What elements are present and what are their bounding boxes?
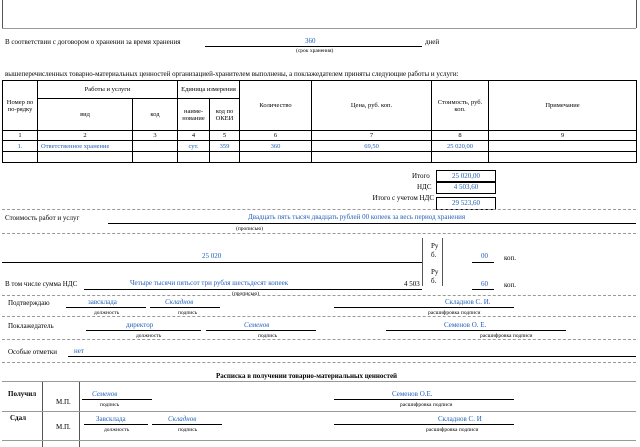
- total-with-vat-label: Итого с учетом НДС: [372, 194, 434, 202]
- total-label: Итого: [412, 172, 430, 180]
- header-okei: код по ОКЕИ: [210, 99, 240, 131]
- received-signature: Семенов: [92, 390, 118, 398]
- col-number: 7: [312, 131, 432, 141]
- col-number: 9: [489, 131, 637, 141]
- header-qty: Количество: [240, 81, 312, 131]
- cost-kop-value: 00: [481, 252, 488, 260]
- row-note: [489, 141, 637, 152]
- vat-caption: (прописью): [232, 291, 260, 297]
- header-works: Работы и услуги: [38, 81, 178, 99]
- received-mp: М.П.: [56, 398, 71, 406]
- vat-words-label: В том числе сумма НДС: [5, 280, 78, 288]
- row-unit: сут.: [178, 141, 210, 152]
- row-num: 1.: [3, 141, 38, 152]
- handed-name-caption: расшифровка подписи: [426, 427, 479, 433]
- depositor-signature-caption: подпись: [258, 333, 278, 339]
- confirm-signature-caption: подпись: [178, 310, 198, 316]
- handed-signature: Складнов: [168, 415, 197, 423]
- confirm-label: Подтверждаю: [8, 299, 50, 307]
- confirm-signature: Складнов: [165, 298, 194, 306]
- row-code: [133, 141, 178, 152]
- handed-position: Завсклада: [96, 415, 126, 423]
- received-name-caption: расшифровка подписи: [400, 402, 453, 408]
- confirm-name-caption: расшифровка подписи: [428, 310, 481, 316]
- received-name: Семенов О.Е.: [392, 390, 433, 398]
- storage-days-caption: (срок хранения): [296, 48, 334, 54]
- row-okei: 359: [210, 141, 240, 152]
- header-cost: Стоимость, руб. коп.: [432, 81, 489, 131]
- vat-amount: 4 503: [404, 280, 420, 288]
- depositor-position: директор: [126, 321, 154, 329]
- row-cost: 25 020,00: [432, 141, 489, 152]
- storage-period-text: В соответствии с договором о хранении за время хранения: [5, 38, 181, 46]
- cost-kop-label: коп.: [504, 254, 517, 262]
- depositor-label: Поклажедатель: [8, 322, 54, 330]
- total-with-vat-value: 29 523,60: [436, 197, 496, 210]
- header-price: Цена, руб. коп.: [312, 81, 432, 131]
- vat-words: Четыре тысячи пятьсот три рубля шестьдесят копеек: [130, 279, 289, 287]
- vat-kop-value: 60: [481, 280, 488, 288]
- col-number: 6: [240, 131, 312, 141]
- header-note: Примечание: [489, 81, 637, 131]
- storage-days-unit: дней: [425, 38, 440, 46]
- header-unit: Единица измерения: [178, 81, 240, 99]
- col-number: 1: [3, 131, 38, 141]
- col-number: 3: [133, 131, 178, 141]
- header-num: Номер по по-рядку: [3, 81, 38, 131]
- cost-rub-label: Ру б.: [431, 242, 439, 259]
- header-code: код: [133, 99, 178, 131]
- received-label: Получил: [8, 390, 37, 398]
- cost-caption: (прописью): [236, 226, 264, 232]
- handed-position-caption: должность: [104, 427, 130, 433]
- header-name: вид: [38, 99, 133, 131]
- table-row: [3, 141, 637, 152]
- col-number: 8: [432, 131, 489, 141]
- total-value: 25 020,00: [436, 170, 496, 183]
- header-unit-name: наиме-нование: [178, 99, 210, 131]
- vat-rub-label: Ру б.: [431, 268, 439, 285]
- depositor-name: Семенов О. Е.: [444, 321, 487, 329]
- works-table: [2, 80, 637, 163]
- handed-signature-caption: подпись: [178, 427, 198, 433]
- row-qty: 360: [240, 141, 312, 152]
- handed-name: Складнов С. И: [438, 415, 482, 423]
- confirm-name: Складнов С. И.: [445, 298, 491, 306]
- vat-kop-label: коп.: [504, 281, 517, 289]
- col-number: 2: [38, 131, 133, 141]
- col-number: 5: [210, 131, 240, 141]
- table-row-empty: [3, 152, 637, 163]
- col-number: 4: [178, 131, 210, 141]
- confirm-position: завсклада: [88, 298, 117, 306]
- cost-amount: 25 020: [202, 252, 222, 260]
- vat-value: 4 503,60: [436, 181, 496, 194]
- row-price: 69,50: [312, 141, 432, 152]
- row-name: Ответственное хранение: [38, 141, 133, 152]
- received-signature-caption: подпись: [100, 402, 120, 408]
- depositor-signature: Семенов: [244, 321, 270, 329]
- confirm-position-caption: должность: [94, 310, 120, 316]
- cost-words: Двадцать пять тысяч двадцать рублей 00 копеек за весь период хранения: [248, 213, 466, 221]
- special-marks-label: Особые отметки: [8, 348, 57, 356]
- works-intro-text: вышеперечисленных товарно-материальных ценностей организацией-хранителем выполнены, а поклажедателем приняты следующие работы и услуги:: [5, 70, 459, 78]
- column-numbers-row: [3, 131, 637, 141]
- depositor-name-caption: расшифровка подписи: [480, 333, 533, 339]
- handed-mp: М.П.: [56, 423, 71, 431]
- cost-label: Стоимость работ и услуг: [5, 214, 80, 222]
- vat-label: НДС: [417, 183, 432, 191]
- special-marks-value: нет: [74, 347, 84, 355]
- depositor-position-caption: должность: [136, 333, 162, 339]
- receipt-title: Расписка в получении товарно-материальных ценностей: [216, 372, 398, 380]
- storage-days-value: 360: [305, 37, 316, 45]
- handed-label: Сдал: [10, 414, 27, 422]
